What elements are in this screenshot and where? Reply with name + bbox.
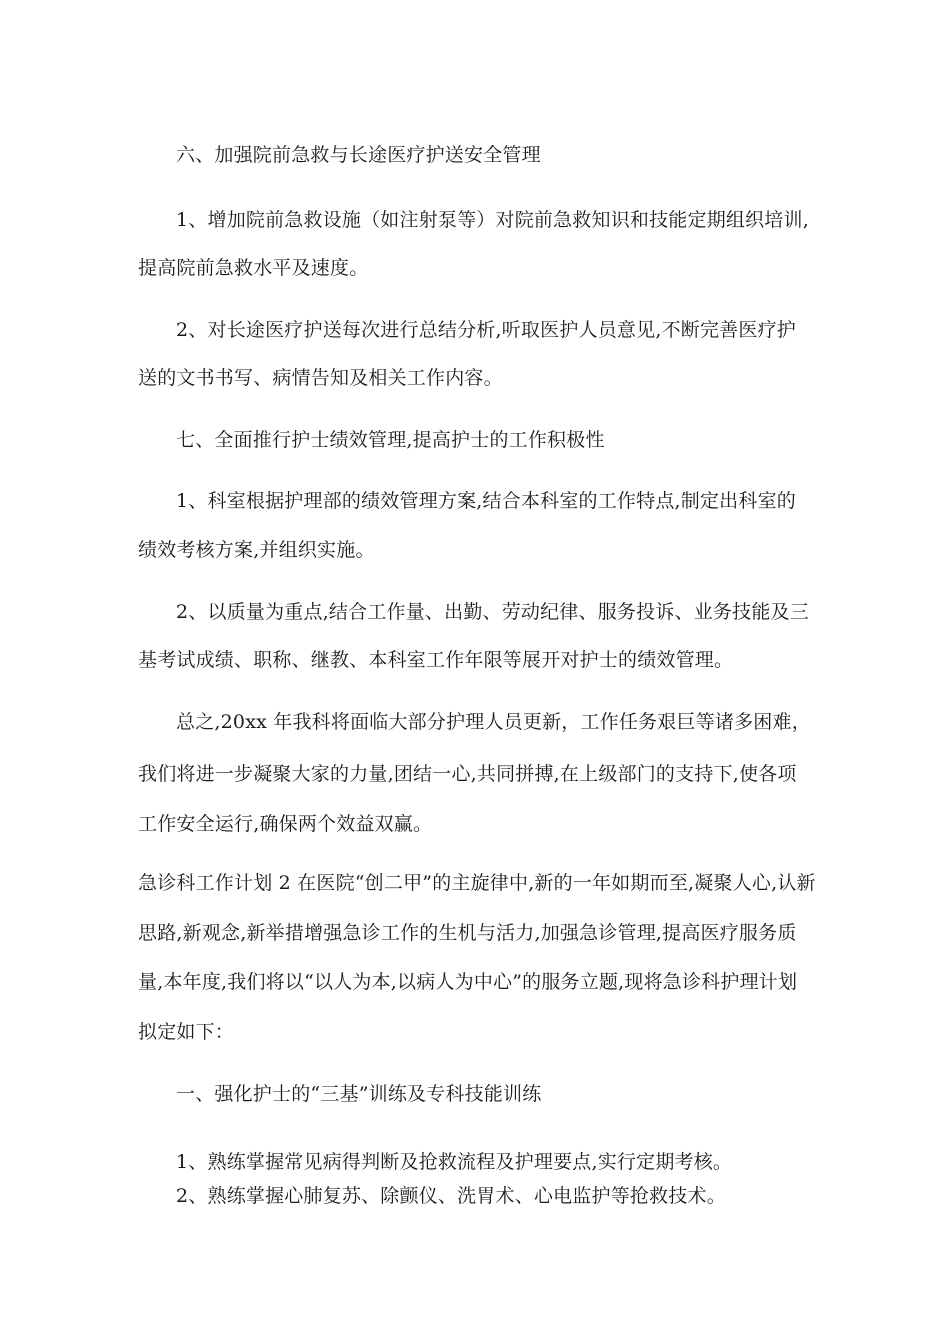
paragraph-line: 急诊科工作计划 2 在医院“创二甲”的主旋律中,新的一年如期而至,凝聚人心,认新 <box>138 872 816 894</box>
list-item: 2、熟练掌握心肺复苏、除颤仪、洗胃术、心电监护等抢救技术。 <box>176 1185 726 1207</box>
paragraph-line: 基考试成绩、职称、继教、本科室工作年限等展开对护士的绩效管理。 <box>138 649 734 671</box>
paragraph-line: 绩效考核方案,并组织实施。 <box>138 539 375 561</box>
paragraph-line: 2、对长途医疗护送每次进行总结分析,听取医护人员意见,不断完善医疗护 <box>176 319 796 341</box>
paragraph-line: 总之,20xx 年我科将面临大部分护理人员更新，工作任务艰巨等诸多困难， <box>176 711 811 733</box>
heading-section-6: 六、加强院前急救与长途医疗护送安全管理 <box>176 144 541 166</box>
list-item: 1、熟练掌握常见病得判断及抢救流程及护理要点,实行定期考核。 <box>176 1151 733 1173</box>
heading-section-7: 七、全面推行护士绩效管理,提高护士的工作积极性 <box>176 429 605 451</box>
paragraph-line: 量,本年度,我们将以“以人为本,以病人为中心”的服务立题,现将急诊科护理计划 <box>138 971 798 993</box>
paragraph-line: 思路,新观念,新举措增强急诊工作的生机与活力,加强急诊管理,提高医疗服务质 <box>138 922 797 944</box>
paragraph-line: 工作安全运行,确保两个效益双赢。 <box>138 813 433 835</box>
heading-section-1: 一、强化护士的“三基”训练及专科技能训练 <box>176 1083 542 1105</box>
paragraph-line: 1、科室根据护理部的绩效管理方案,结合本科室的工作特点,制定出科室的 <box>176 490 796 512</box>
paragraph-line: 1、增加院前急救设施（如注射泵等）对院前急救知识和技能定期组织培训, <box>176 209 809 231</box>
paragraph-line: 我们将进一步凝聚大家的力量,团结一心,共同拼搏,在上级部门的支持下,使各项 <box>138 763 797 785</box>
paragraph-line: 提高院前急救水平及速度。 <box>138 257 369 279</box>
paragraph-line: 2、以质量为重点,结合工作量、出勤、劳动纪律、服务投诉、业务技能及三 <box>176 601 809 623</box>
paragraph-line: 拟定如下： <box>138 1021 235 1043</box>
paragraph-line: 送的文书书写、病情告知及相关工作内容。 <box>138 367 503 389</box>
